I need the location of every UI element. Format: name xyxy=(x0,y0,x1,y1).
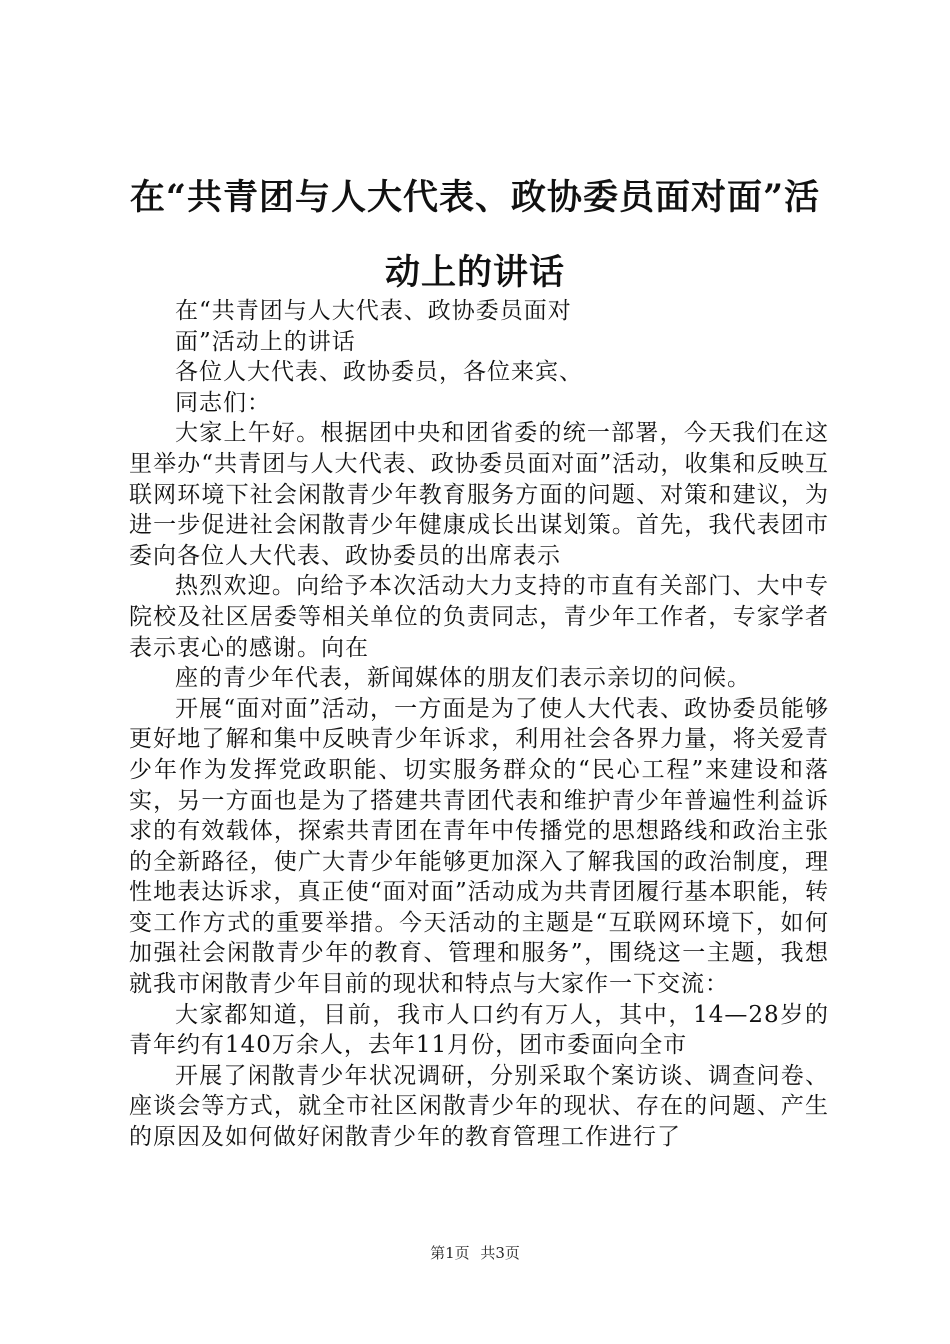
page-footer xyxy=(0,1242,950,1263)
page-number: 第1页 xyxy=(430,1244,470,1262)
paragraph: 大家都知道，目前，我市人口约有万人，其中，14—28岁的青年约有140万余人，去年11月份，团市委面向全市 xyxy=(129,1001,829,1059)
paragraph: 在“共青团与人大代表、政协委员面对 xyxy=(175,298,572,324)
paragraph: 同志们： xyxy=(175,389,271,416)
paragraph: 面”活动上的讲话 xyxy=(175,328,356,355)
page-total: 共3页 xyxy=(480,1244,520,1262)
paragraph: 各位人大代表、政协委员，各位来宾、 xyxy=(175,359,583,386)
paragraph: 热烈欢迎。向给予本次活动大力支持的市直有关部门、大中专院校及社区居委等相关单位的负责同志，青少年工作者，专家学者表示衷心的感谢。向在 xyxy=(129,573,829,661)
paragraph: 大家上午好。根据团中央和团省委的统一部署，今天我们在这里举办“共青团与人大代表、政协委员面对面”活动，收集和反映互联网环境下社会闲散青少年教育服务方面的问题、对策和建议，为进一步促进社会闲散青少年健康成长出谋划策。首先，我代表团市委向各位人大代表、政协委员的出席表示 xyxy=(129,420,829,569)
paragraph: 座的青少年代表，新闻媒体的朋友们表示亲切的问候。 xyxy=(175,665,751,692)
paragraph: 开展了闲散青少年状况调研，分别采取个案访谈、调查问卷、座谈会等方式，就全市社区闲散青少年的现状、存在的问题、产生的原因及如何做好闲散青少年的教育管理工作进行了 xyxy=(129,1062,829,1151)
paragraph: 开展“面对面”活动，一方面是为了使人大代表、政协委员能够更好地了解和集中反映青少年诉求，利用社会各界力量，将关爱青少年作为发挥党政职能、切实服务群众的“民心工程”来建设和落实，另一方面也是为了搭建共青团代表和维护青少年普遍性利益诉求的有效载体，探索共青团在青年中传播党的思想路线和政治主张的全新路径，使广大青少年能够更加深入了解我国的政治制度，理性地表达诉求，真正使“面对面”活动成为共青团履行基本职能，转变工作方式的重要举措。今天活动的主题是“互联网环境下，如何加强社会闲散青少年的教育、管理和服务”，围绕这一主题，我想就我市闲散青少年目前的现状和特点与大家作一下交流： xyxy=(129,695,829,998)
document-title: 在“共青团与人大代表、政协委员面对面”活动上的讲话 xyxy=(129,177,821,293)
document-body xyxy=(129,296,829,1153)
